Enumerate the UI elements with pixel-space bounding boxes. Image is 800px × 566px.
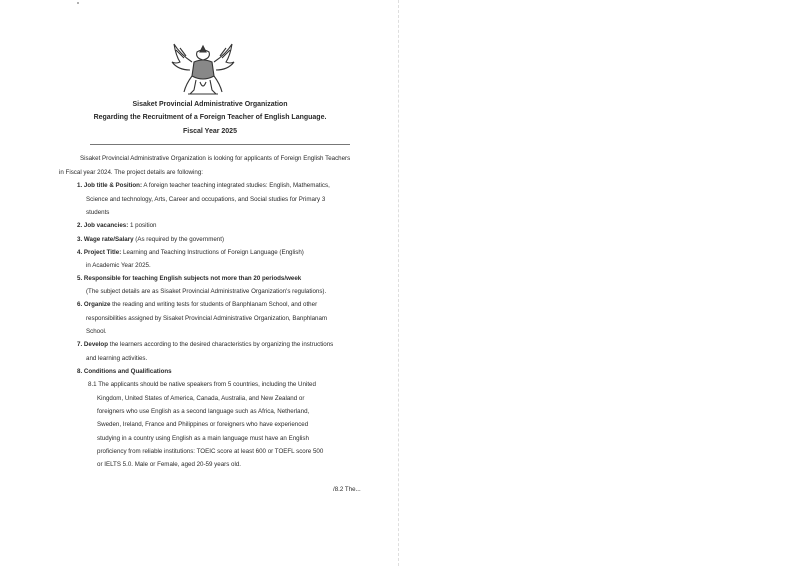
scan-speck xyxy=(77,2,79,4)
item-8-1-line-6: proficiency from reliable institutions: TOEIC score at least 600 or TOEFL score 500 xyxy=(97,448,324,455)
item-8-1-line-3: foreigners who use English as a second language such as Africa, Netherland, xyxy=(97,408,310,415)
item-2: 2. Job vacancies: 1 position xyxy=(77,222,157,229)
fold-line xyxy=(398,0,399,566)
item-5: 5. Responsible for teaching English subjects not more than 20 periods/week xyxy=(77,275,302,282)
item-6: 6. Organize the reading and writing tests for students of Banphlanam School, and other xyxy=(77,301,318,308)
continued-marker: /8.2 The... xyxy=(333,486,361,493)
item-4: 4. Project Title: Learning and Teaching Instructions of Foreign Language (English) xyxy=(77,249,304,256)
org-title: Sisaket Provincial Administrative Organization xyxy=(132,101,288,108)
item-8: 8. Conditions and Qualifications xyxy=(77,368,172,375)
fiscal-year: Fiscal Year 2025 xyxy=(183,128,237,135)
item-6-cont-1: responsibilities assigned by Sisaket Provincial Administrative Organization, Banphlanam xyxy=(86,315,328,322)
header-divider xyxy=(90,144,350,145)
garuda-emblem-icon xyxy=(170,40,236,98)
item-8-1-line-7: or IELTS 5.0. Male or Female, aged 20-59 years old. xyxy=(97,461,241,468)
item-1-cont-2: students xyxy=(86,209,110,216)
item-4-cont-1: in Academic Year 2025. xyxy=(86,262,151,269)
item-8-1-line-1: 8.1 The applicants should be native speakers from 5 countries, including the United xyxy=(88,381,316,388)
item-8-1-line-5: studying in a country using English as a main language must have an English xyxy=(97,435,309,442)
item-1-cont-1: Science and technology, Arts, Career and occupations, and Social studies for Primary 3 xyxy=(86,196,326,203)
item-1: 1. Job title & Position: A foreign teacher teaching integrated studies: English, Mathematics, xyxy=(77,182,330,189)
intro-line-2: in Fiscal year 2024. The project details are following: xyxy=(59,169,203,176)
item-7: 7. Develop the learners according to the desired characteristics by organizing the instructions xyxy=(77,341,334,348)
item-8-1-line-2: Kingdom, United States of America, Canada, Australia, and New Zealand or xyxy=(97,395,305,402)
item-7-cont-1: and learning activities. xyxy=(86,355,148,362)
intro-line-1: Sisaket Provincial Administrative Organization is looking for applicants of Foreign English Teachers xyxy=(80,155,351,162)
item-5-cont-1: (The subject details are as Sisaket Provincial Administrative Organization's regulations). xyxy=(86,288,327,295)
item-8-1-line-4: Sweden, Ireland, France and Philippines or foreigners who have experienced xyxy=(97,421,309,428)
item-6-cont-2: School. xyxy=(86,328,107,335)
item-3: 3. Wage rate/Salary (As required by the government) xyxy=(77,236,225,243)
subject-line: Regarding the Recruitment of a Foreign Teacher of English Language. xyxy=(93,114,327,121)
